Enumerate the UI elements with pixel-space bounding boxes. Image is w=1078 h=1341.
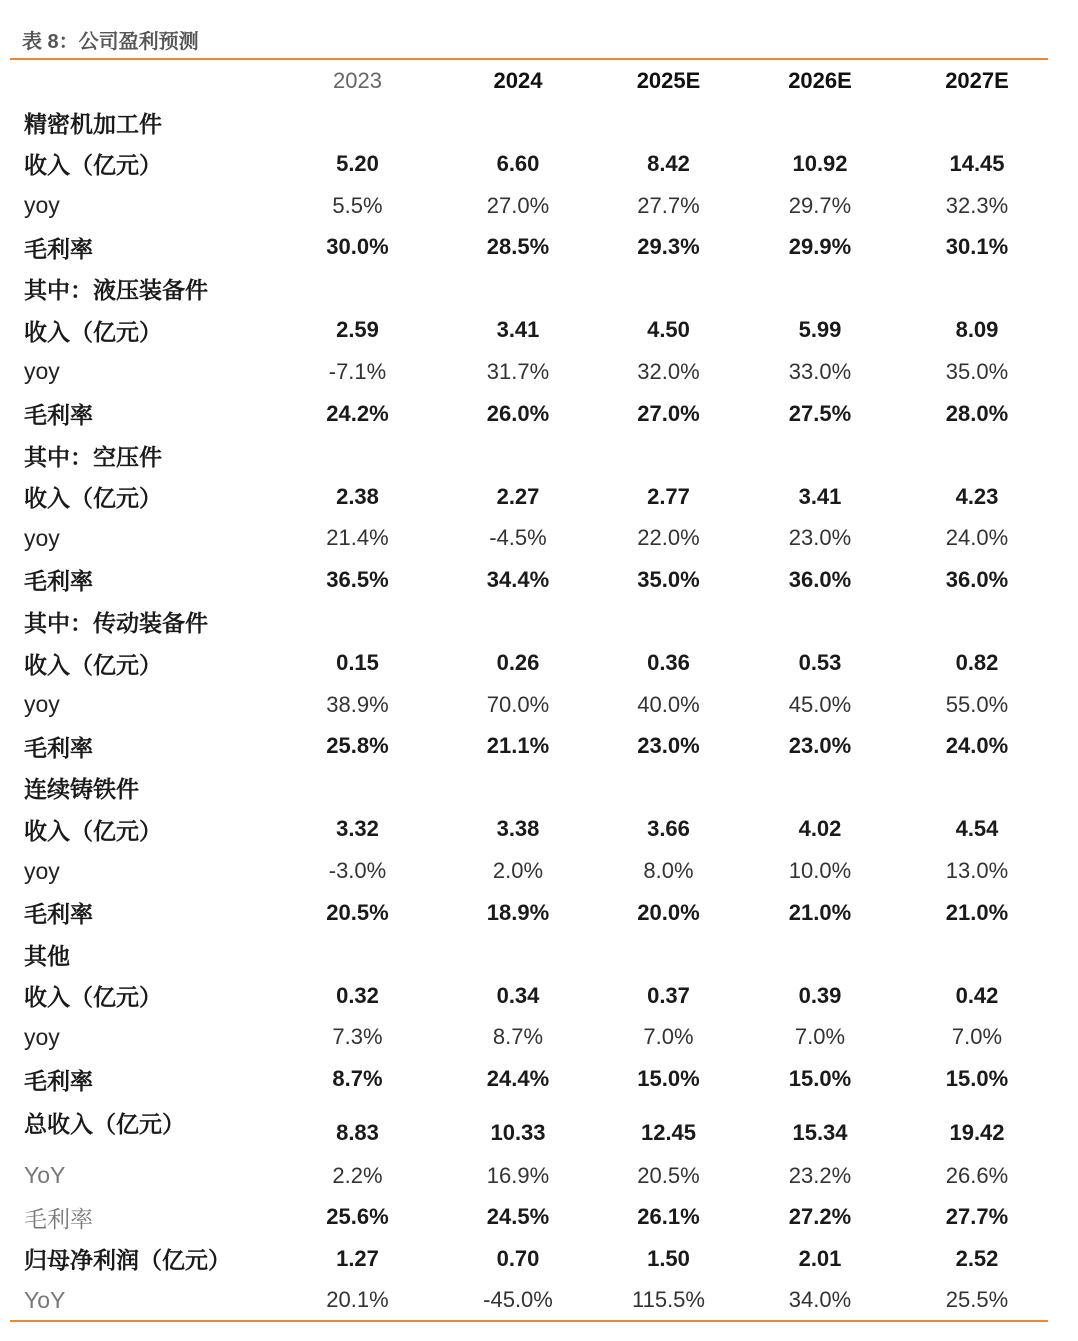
table-cell xyxy=(734,434,906,476)
table-cell: 2.38 xyxy=(336,483,379,509)
table-cell: 3.38 xyxy=(496,816,540,842)
table-cell: 36.0% xyxy=(945,566,1009,592)
table-cell: 7.0% xyxy=(794,1024,846,1050)
table-cell xyxy=(433,268,603,310)
year-header: 2027E xyxy=(945,67,1009,93)
table-cell xyxy=(603,601,734,643)
table-row xyxy=(10,1155,1048,1197)
table-row xyxy=(10,850,1048,892)
table-cell: 25.6% xyxy=(326,1204,389,1230)
table-cell xyxy=(282,601,433,643)
table-row xyxy=(10,268,1048,310)
table-cell: 0.82 xyxy=(955,650,999,676)
table-row xyxy=(10,1196,1048,1238)
row-label: 归母净利润（亿元） xyxy=(24,1247,231,1274)
table-row xyxy=(10,518,1048,560)
table-cell: 13.0% xyxy=(945,858,1009,884)
table-cell: 8.7% xyxy=(332,1066,383,1092)
table-row xyxy=(10,351,1048,393)
table-cell: 35.0% xyxy=(945,358,1009,384)
table-cell: 3.66 xyxy=(647,816,690,842)
table-cell xyxy=(734,601,906,643)
table-cell: 3.41 xyxy=(496,317,540,343)
table-cell: 30.0% xyxy=(326,234,389,260)
table-cell: 45.0% xyxy=(788,691,852,717)
table-cell: 15.0% xyxy=(788,1066,852,1092)
table-row xyxy=(10,393,1048,435)
row-label: 其中：传动装备件 xyxy=(24,610,208,637)
row-label: yoy xyxy=(24,524,60,551)
table-cell: 27.7% xyxy=(945,1204,1009,1230)
table-row xyxy=(10,143,1048,185)
table-cell: 36.0% xyxy=(788,566,852,592)
table-cell: 27.2% xyxy=(788,1204,852,1230)
table-cell xyxy=(282,933,433,975)
table-cell: 20.5% xyxy=(637,1162,700,1188)
table-row xyxy=(10,310,1048,352)
table-cell xyxy=(603,933,734,975)
row-label: yoy xyxy=(24,691,60,718)
table-cell: -45.0% xyxy=(483,1287,553,1313)
table-cell: 6.60 xyxy=(496,150,540,176)
row-label: 毛利率 xyxy=(24,1067,93,1094)
table-cell: 8.83 xyxy=(336,1120,379,1146)
table-cell: 0.37 xyxy=(647,982,690,1008)
table-cell: 23.0% xyxy=(788,733,852,759)
table-cell: 8.42 xyxy=(647,150,690,176)
table-cell: 4.50 xyxy=(647,317,690,343)
table-cell xyxy=(906,601,1048,643)
table-cell: 4.02 xyxy=(798,816,842,842)
table-cell: 14.45 xyxy=(949,150,1005,176)
table-cell: 20.1% xyxy=(326,1287,389,1313)
table-cell: 40.0% xyxy=(637,691,700,717)
table-cell: 0.39 xyxy=(798,982,842,1008)
table-cell xyxy=(734,102,906,144)
table-cell: 27.5% xyxy=(788,400,852,426)
row-label: 其中：液压装备件 xyxy=(24,277,208,304)
row-label: 连续铸铁件 xyxy=(24,776,139,803)
row-label: 毛利率 xyxy=(24,568,93,595)
table-cell: 5.20 xyxy=(336,150,379,176)
row-label: 收入（亿元） xyxy=(24,651,162,678)
table-cell: 20.5% xyxy=(326,899,389,925)
table-cell: 70.0% xyxy=(486,691,550,717)
table-row xyxy=(10,476,1048,518)
table-cell xyxy=(603,434,734,476)
table-cell: 29.3% xyxy=(637,234,700,260)
table-cell: 10.92 xyxy=(792,150,848,176)
table-row xyxy=(10,642,1048,684)
table-cell: 34.4% xyxy=(486,566,550,592)
table-cell: 4.54 xyxy=(955,816,999,842)
table-cell: 10.33 xyxy=(490,1120,546,1146)
table-cell xyxy=(282,767,433,809)
row-label: 收入（亿元） xyxy=(24,817,162,844)
table-row xyxy=(10,1017,1048,1059)
table-row xyxy=(10,601,1048,643)
table-cell: 2.27 xyxy=(496,483,540,509)
table-cell: 2.59 xyxy=(336,317,379,343)
table-cell: 24.2% xyxy=(326,400,389,426)
row-label: 毛利率 xyxy=(24,402,93,429)
table-cell: 24.0% xyxy=(945,733,1009,759)
table-cell: 25.5% xyxy=(945,1287,1009,1313)
table-cell: 18.9% xyxy=(486,899,550,925)
table-cell: 21.0% xyxy=(788,899,852,925)
table-cell: 36.5% xyxy=(326,566,389,592)
table-cell: 8.09 xyxy=(955,317,999,343)
year-header: 2023 xyxy=(333,67,382,93)
table-cell: 0.70 xyxy=(496,1245,540,1271)
table-cell xyxy=(906,102,1048,144)
table-cell: 29.9% xyxy=(788,234,852,260)
table-row xyxy=(10,434,1048,476)
table-cell: 25.8% xyxy=(326,733,389,759)
table-cell: 26.0% xyxy=(486,400,550,426)
table-row xyxy=(10,102,1048,144)
table-cell: 8.0% xyxy=(643,858,694,884)
table-cell: 0.36 xyxy=(647,650,690,676)
table-cell xyxy=(433,434,603,476)
table-row xyxy=(10,933,1048,975)
row-label: yoy xyxy=(24,1023,60,1050)
table-row xyxy=(10,975,1048,1017)
table-cell: 24.4% xyxy=(486,1066,550,1092)
table-cell: 20.0% xyxy=(637,899,700,925)
table-cell: 35.0% xyxy=(637,566,700,592)
table-cell: 24.0% xyxy=(945,525,1009,551)
table-row xyxy=(10,726,1048,768)
table-cell: 0.53 xyxy=(798,650,842,676)
table-cell xyxy=(603,102,734,144)
table-cell: 31.7% xyxy=(486,358,550,384)
table-row xyxy=(10,767,1048,809)
table-cell: 2.77 xyxy=(647,483,690,509)
table-cell xyxy=(433,601,603,643)
year-header: 2025E xyxy=(636,67,701,93)
year-header: 2026E xyxy=(788,67,852,93)
table-cell: 2.52 xyxy=(955,1245,999,1271)
profit-forecast-table xyxy=(10,60,1048,1321)
table-cell: -4.5% xyxy=(489,525,547,551)
row-label: 精密机加工件 xyxy=(24,110,162,137)
table-cell: 32.0% xyxy=(637,358,700,384)
table-cell: 26.6% xyxy=(945,1162,1009,1188)
table-cell xyxy=(734,933,906,975)
table-row xyxy=(10,684,1048,726)
row-label: 毛利率 xyxy=(24,734,93,761)
table-row xyxy=(10,185,1048,227)
table-cell: 23.0% xyxy=(637,733,700,759)
table-cell: 55.0% xyxy=(945,691,1009,717)
row-label: 其他 xyxy=(24,942,70,969)
table-cell: 19.42 xyxy=(949,1120,1005,1146)
table-cell: 15.0% xyxy=(637,1066,700,1092)
table-cell: 7.3% xyxy=(332,1024,383,1050)
row-label: 毛利率 xyxy=(24,901,93,928)
table-cell xyxy=(906,268,1048,310)
table-cell: -7.1% xyxy=(328,358,387,384)
table-cell: 2.2% xyxy=(332,1162,383,1188)
table-row xyxy=(10,1058,1048,1100)
table-cell: 12.45 xyxy=(640,1120,697,1146)
row-label: 收入（亿元） xyxy=(24,984,162,1011)
row-label: yoy xyxy=(24,857,60,884)
table-cell: 1.50 xyxy=(647,1245,690,1271)
table-caption: 表 8：公司盈利预测 xyxy=(22,31,199,53)
table-cell: 3.41 xyxy=(798,483,842,509)
table-cell: 34.0% xyxy=(788,1287,852,1313)
table-cell: 28.5% xyxy=(486,234,550,260)
table-cell: 21.1% xyxy=(486,733,550,759)
table-cell: 33.0% xyxy=(788,358,852,384)
row-label: 毛利率 xyxy=(24,1205,93,1232)
table-row xyxy=(10,1238,1048,1280)
table-row xyxy=(10,226,1048,268)
table-cell: 23.0% xyxy=(788,525,852,551)
table-row xyxy=(10,559,1048,601)
header-row xyxy=(10,60,1048,102)
table-cell: 0.32 xyxy=(336,982,379,1008)
table-cell xyxy=(433,102,603,144)
table-cell xyxy=(282,268,433,310)
table-cell: 27.0% xyxy=(486,192,550,218)
table-cell: 10.0% xyxy=(788,858,852,884)
table-cell: 24.5% xyxy=(486,1204,550,1230)
table-cell xyxy=(282,434,433,476)
table-cell: 30.1% xyxy=(945,234,1009,260)
row-label: 收入（亿元） xyxy=(24,152,162,179)
table-cell: 15.34 xyxy=(792,1120,848,1146)
table-cell: 38.9% xyxy=(326,691,389,717)
table-cell: 26.1% xyxy=(637,1204,700,1230)
table-cell: 4.23 xyxy=(955,483,999,509)
row-label: 收入（亿元） xyxy=(24,318,162,345)
table-cell xyxy=(734,767,906,809)
row-label: 总收入（亿元） xyxy=(24,1110,185,1137)
row-label: YoY xyxy=(24,1162,66,1189)
table-cell: 7.0% xyxy=(643,1024,694,1050)
table-cell: 21.4% xyxy=(326,525,389,551)
table-cell: 1.27 xyxy=(336,1245,379,1271)
table-cell: 2.0% xyxy=(492,858,544,884)
table-row xyxy=(10,1280,1048,1322)
row-label: 其中：空压件 xyxy=(24,443,162,470)
table-cell: 3.32 xyxy=(336,816,379,842)
table-cell: 27.7% xyxy=(637,192,700,218)
table-cell: -3.0% xyxy=(328,858,387,884)
year-header: 2024 xyxy=(493,67,543,93)
table-cell: 0.15 xyxy=(336,650,379,676)
table-cell: 21.0% xyxy=(945,899,1009,925)
table-cell: 0.26 xyxy=(496,650,540,676)
table-cell: 0.42 xyxy=(955,982,999,1008)
table-cell xyxy=(603,767,734,809)
table-cell: 7.0% xyxy=(951,1024,1003,1050)
row-label: yoy xyxy=(24,358,60,385)
table-cell: 28.0% xyxy=(945,400,1009,426)
table-cell: 0.34 xyxy=(496,982,540,1008)
table-cell xyxy=(433,933,603,975)
table-cell: 15.0% xyxy=(945,1066,1009,1092)
table-cell xyxy=(433,767,603,809)
table-row xyxy=(10,1100,1048,1155)
header-blank xyxy=(10,60,282,102)
row-label: 毛利率 xyxy=(24,235,93,262)
table-cell xyxy=(906,933,1048,975)
table-cell: 8.7% xyxy=(492,1024,544,1050)
table-cell xyxy=(734,268,906,310)
table-cell xyxy=(906,767,1048,809)
table-cell xyxy=(906,434,1048,476)
table-cell: 29.7% xyxy=(788,192,852,218)
table-cell xyxy=(603,268,734,310)
table-cell: 2.01 xyxy=(798,1245,842,1271)
row-label: YoY xyxy=(24,1286,66,1313)
table-cell: 32.3% xyxy=(945,192,1009,218)
table-cell: 115.5% xyxy=(632,1287,705,1313)
table-cell: 5.99 xyxy=(798,317,842,343)
table-cell xyxy=(282,102,433,144)
table-cell: 27.0% xyxy=(637,400,700,426)
table-cell: 22.0% xyxy=(637,525,700,551)
table-cell: 16.9% xyxy=(486,1162,550,1188)
row-label: 收入（亿元） xyxy=(24,485,162,512)
bottom-rule xyxy=(10,1320,1048,1322)
row-label: yoy xyxy=(24,192,60,219)
table-cell: 5.5% xyxy=(332,192,383,218)
table-row xyxy=(10,892,1048,934)
table-row xyxy=(10,809,1048,851)
table-cell: 23.2% xyxy=(788,1162,852,1188)
